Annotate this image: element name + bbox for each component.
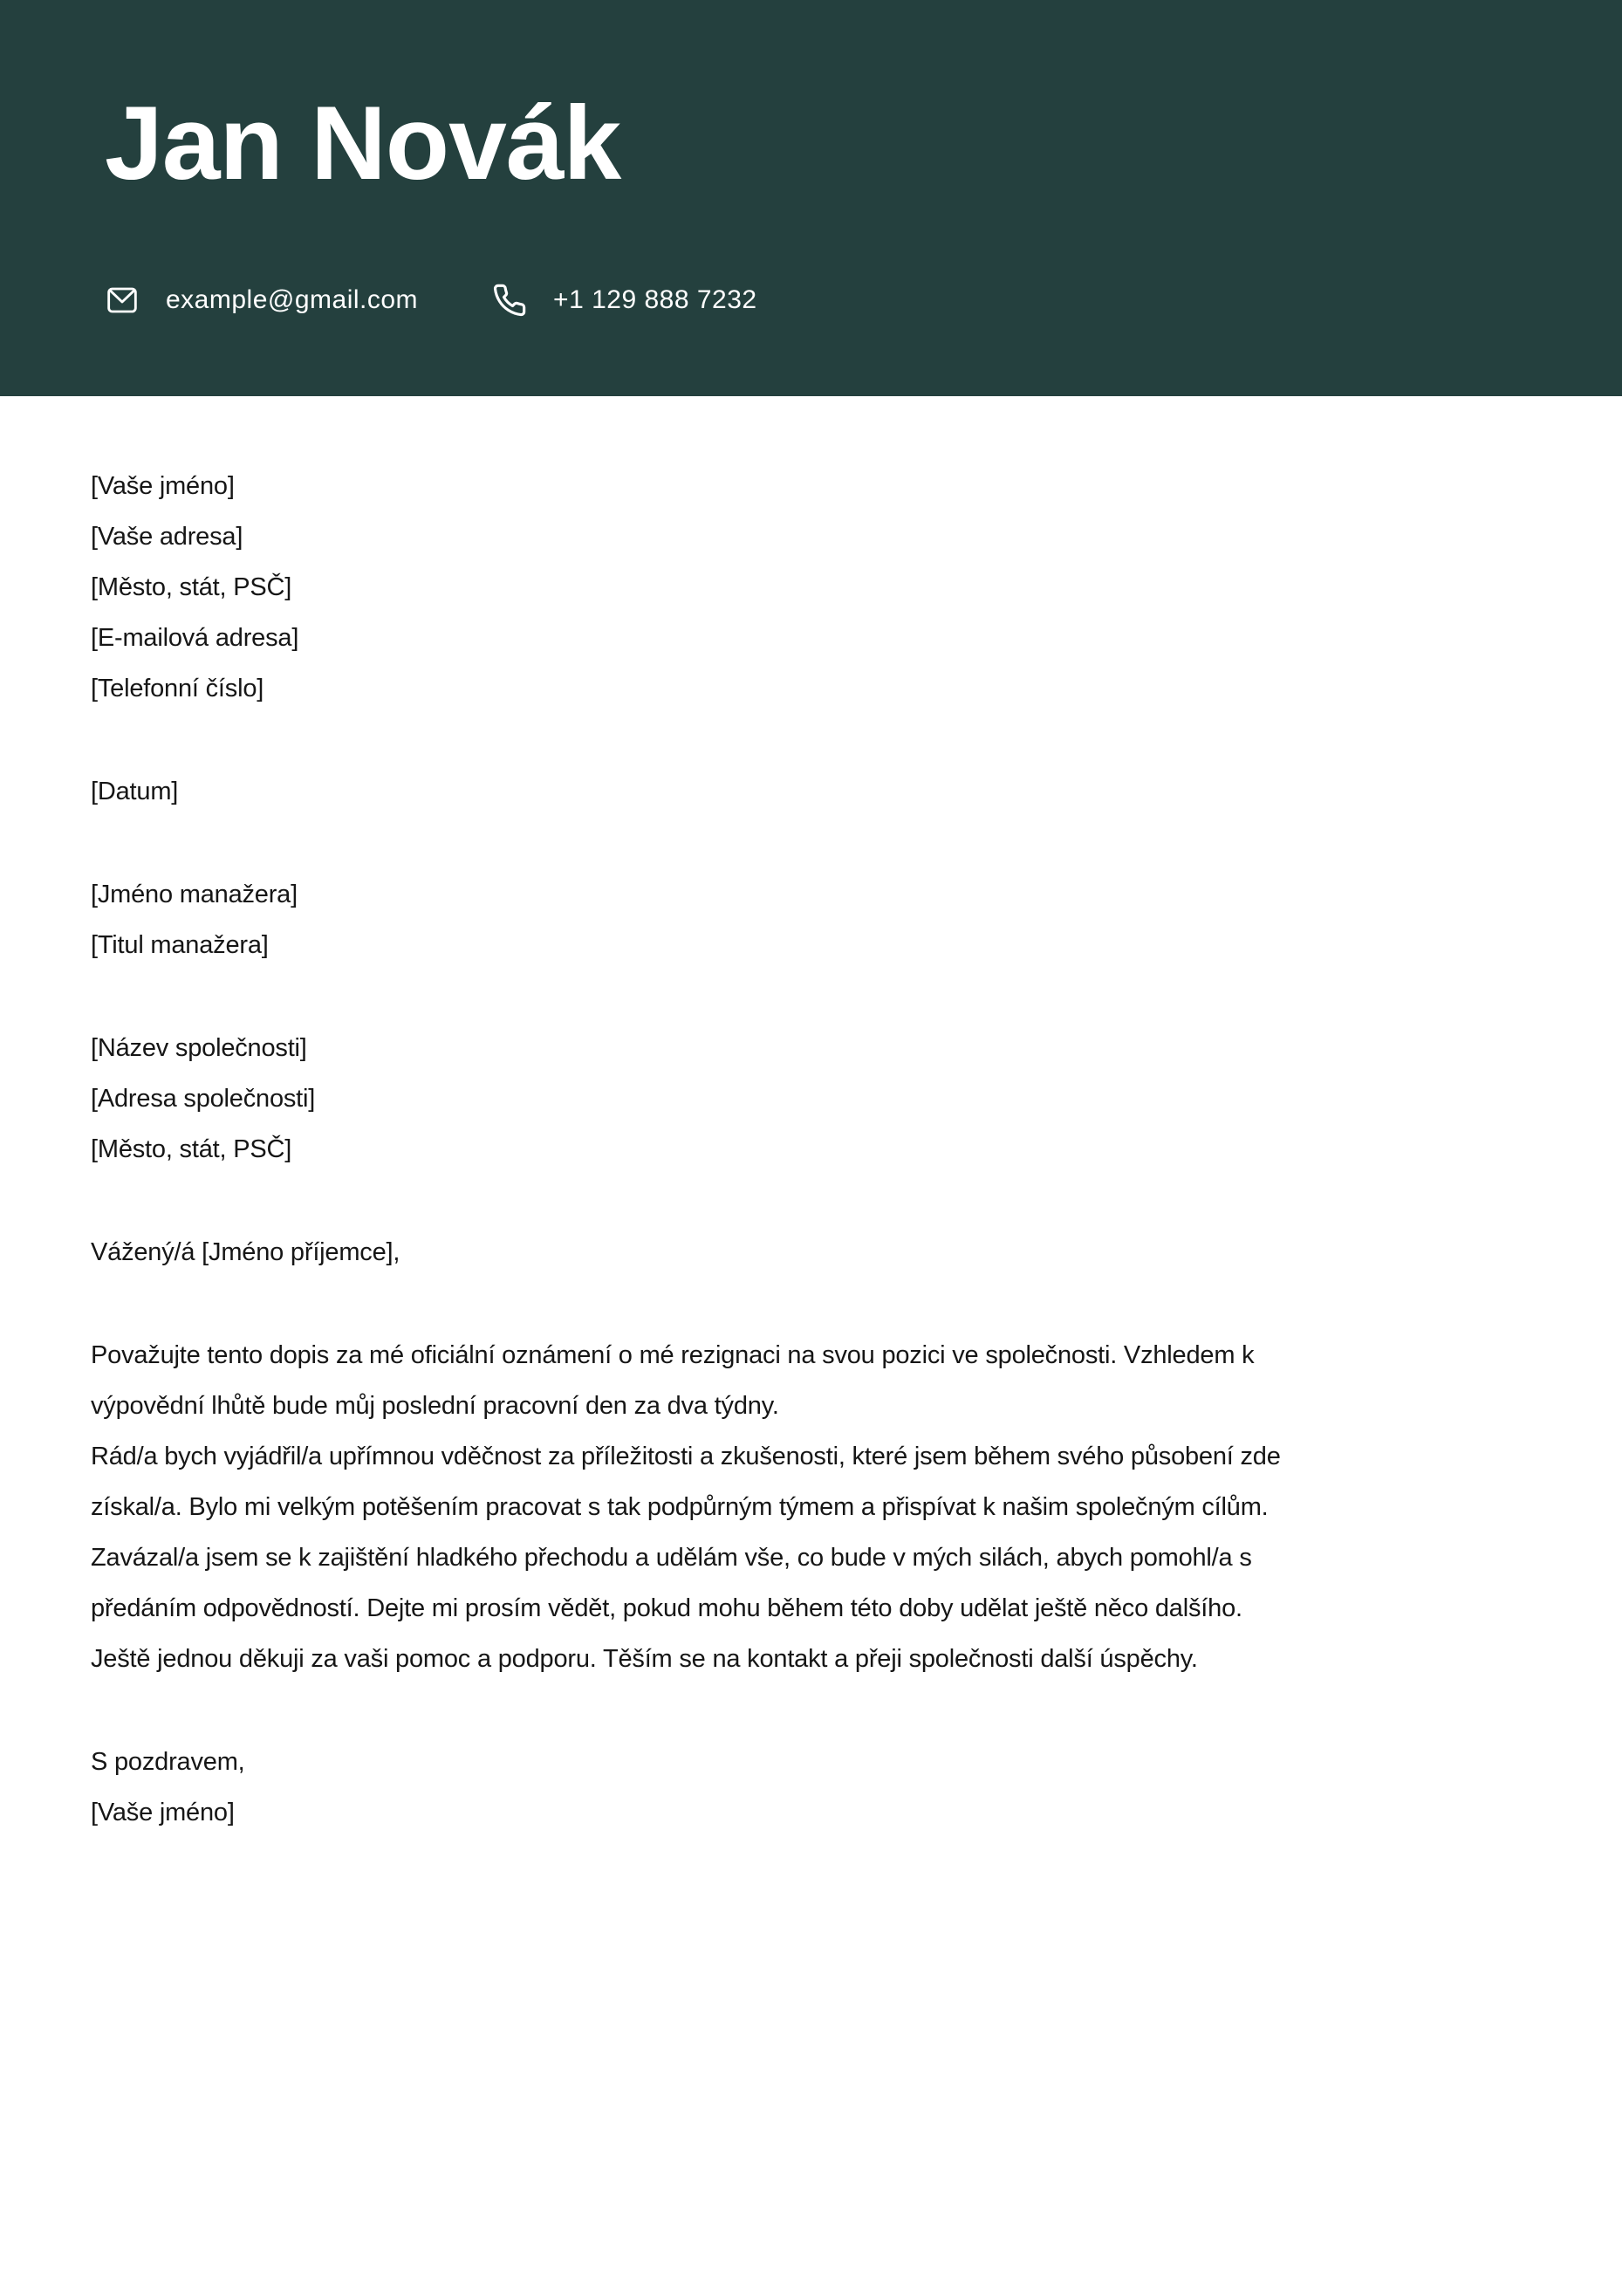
candidate-name: Jan Novák: [105, 85, 621, 202]
manager-title-line: [Titul manažera]: [91, 931, 269, 959]
paragraph-line: Považujte tento dopis za mé oficiální oznámení o mé rezignaci na svou pozici ve společnosti. Vzhledem k: [91, 1341, 1255, 1369]
sender-city-line: [Město, stát, PSČ]: [91, 573, 292, 601]
contact-phone: [492, 283, 757, 318]
sender-address-block: [91, 461, 1531, 714]
sender-name-line: [Vaše jméno]: [91, 472, 235, 500]
company-block: [91, 1023, 1531, 1175]
date-line: [Datum]: [91, 778, 179, 805]
sender-email-line: [E-mailová adresa]: [91, 624, 299, 652]
company-city-line: [Město, stát, PSČ]: [91, 1135, 292, 1163]
company-address-line: [Adresa společnosti]: [91, 1085, 316, 1113]
manager-block: [91, 869, 1531, 970]
contact-row: [105, 283, 1517, 318]
company-name-line: [Název společnosti]: [91, 1034, 307, 1062]
body-paragraph: [91, 1330, 1531, 1684]
date-block: [91, 766, 1531, 817]
paragraph-line: Zavázal/a jsem se k zajištění hladkého přechodu a udělám vše, co bude v mých silách, abych pomohl/a s: [91, 1544, 1252, 1572]
phone-icon: [492, 283, 527, 318]
sender-phone-line: [Telefonní číslo]: [91, 675, 264, 703]
paragraph-line: předáním odpovědností. Dejte mi prosím vědět, pokud mohu během této doby udělat ještě něco dalšího.: [91, 1594, 1242, 1622]
contact-email: [105, 283, 418, 318]
paragraph-line: výpovědní lhůtě bude můj poslední pracovní den za dva týdny.: [91, 1392, 779, 1420]
sender-address-line: [Vaše adresa]: [91, 523, 243, 551]
mail-icon: [105, 283, 140, 318]
signature-line: [Vaše jméno]: [91, 1799, 235, 1827]
manager-name-line: [Jméno manažera]: [91, 881, 298, 908]
letter-header: [0, 0, 1622, 396]
email-text: example@gmail.com: [166, 285, 419, 314]
paragraph-line: získal/a. Bylo mi velkým potěšením pracovat s tak podpůrným týmem a přispívat k našim společným cílům.: [91, 1493, 1269, 1521]
phone-text: +1 129 888 7232: [553, 285, 757, 314]
paragraph-line: Ještě jednou děkuji za vaši pomoc a podporu. Těším se na kontakt a přeji společnosti další úspěchy.: [91, 1645, 1198, 1673]
salutation-line: Vážený/á [Jméno příjemce],: [91, 1238, 400, 1266]
paragraph-line: Rád/a bych vyjádřil/a upřímnou vděčnost za příležitosti a zkušenosti, které jsem během svého působení zde: [91, 1443, 1281, 1470]
closing-block: [91, 1737, 1531, 1838]
letter-body: [0, 396, 1622, 1838]
closing-line: S pozdravem,: [91, 1748, 245, 1776]
salutation-block: [91, 1227, 1531, 1278]
